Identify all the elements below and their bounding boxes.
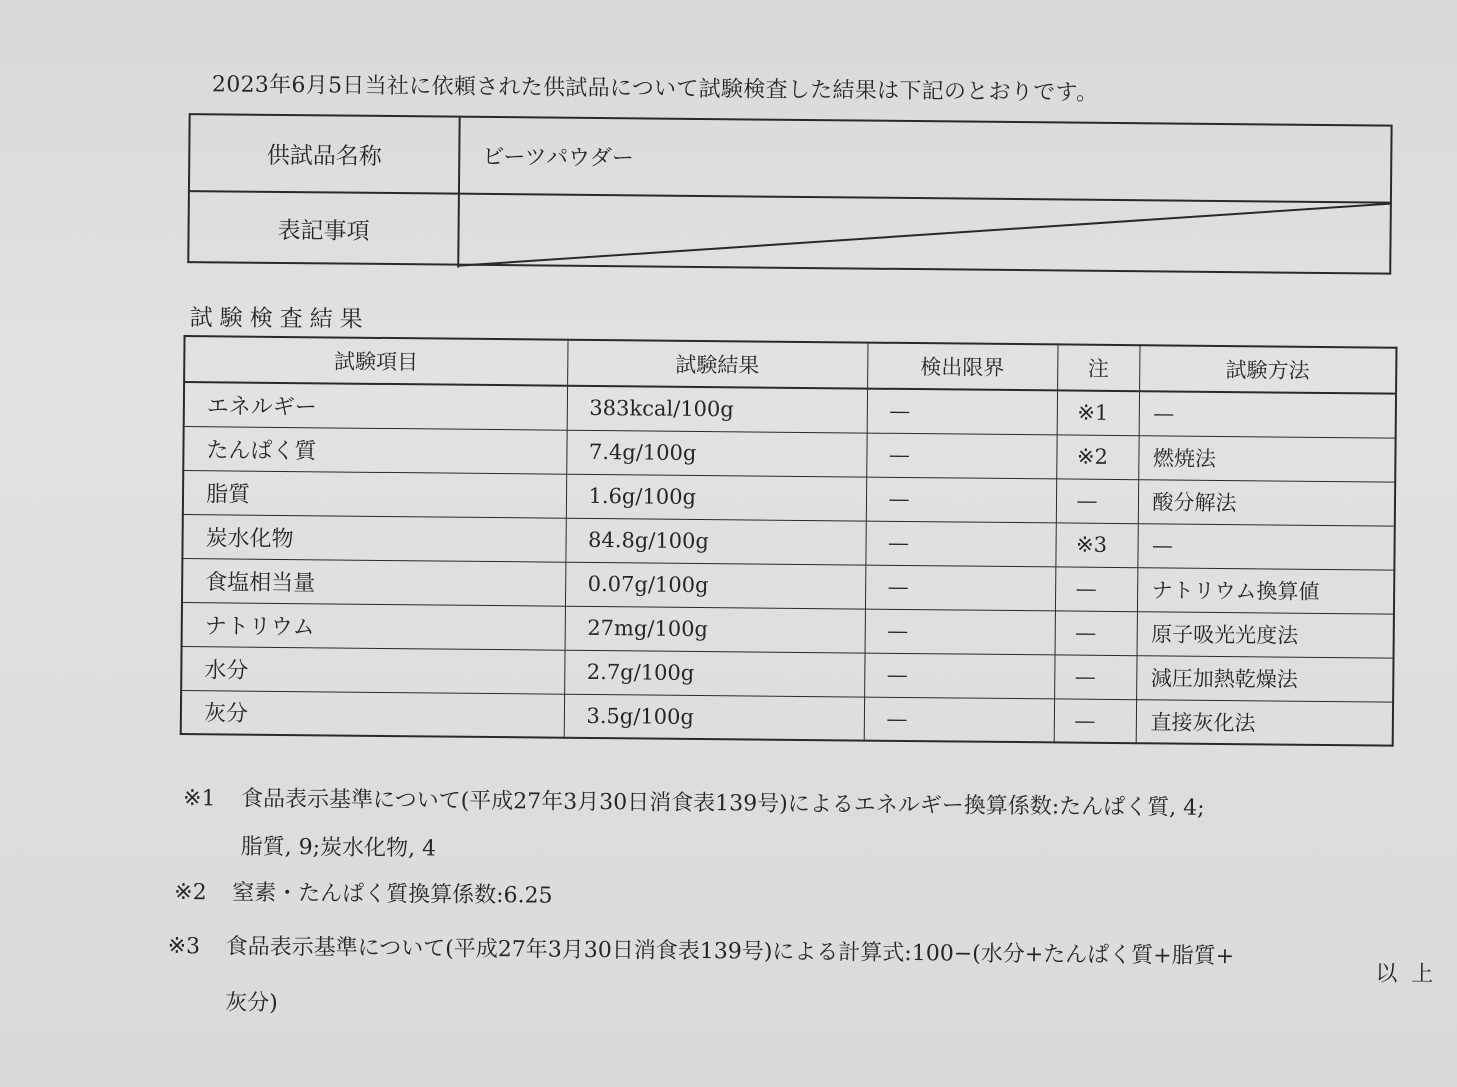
method-cell: ナトリウム換算値 [1137, 567, 1394, 613]
item-cell: たんぱく質 [183, 426, 566, 474]
item-cell: 食塩相当量 [182, 558, 565, 606]
results-table [180, 335, 1398, 747]
note-cell: — [1054, 654, 1136, 699]
result-cell: 1.6g/100g [566, 474, 866, 521]
item-cell: 炭水化物 [182, 514, 565, 562]
limit-cell: — [866, 477, 1056, 523]
method-cell: 減圧加熱乾燥法 [1136, 655, 1393, 701]
item-cell: エネルギー [184, 382, 567, 430]
closing-text: 以上 [1375, 961, 1448, 988]
blank-strike-line [459, 193, 1391, 277]
limit-cell: — [865, 565, 1055, 611]
limit-cell: — [864, 653, 1054, 699]
intro-text: 2023年6月5日当社に依頼された供試品について試験検査した結果は下記のとおりです。 [211, 72, 1099, 106]
footnote-text: 食品表示基準について(平成27年3月30日消食表139号)による計算式:100−(水分+たんぱく質+脂質+ [225, 934, 1235, 970]
limit-cell: — [864, 697, 1054, 743]
sample-name-value: ビーツパウダー [482, 144, 634, 172]
footnote-3-continuation: 灰分) [225, 990, 278, 1016]
item-cell: ナトリウム [182, 602, 565, 650]
header-item: 試験項目 [184, 336, 567, 386]
sample-name-row [190, 115, 1391, 204]
note-cell: — [1055, 566, 1137, 611]
header-result: 試験結果 [567, 340, 867, 389]
footnote-mark: ※2 [174, 879, 207, 906]
method-cell: 燃焼法 [1138, 435, 1395, 481]
note-cell: — [1055, 610, 1137, 655]
header-method: 試験方法 [1139, 345, 1396, 393]
method-cell: — [1137, 523, 1394, 569]
section-title: 試験検査結果 [189, 305, 370, 333]
footnote-text: 食品表示基準について(平成27年3月30日消食表139号)によるエネルギー換算係数:たんぱく質, 4; [240, 786, 1205, 821]
limit-cell: — [865, 521, 1055, 567]
footnote-3 [168, 929, 1235, 970]
method-cell: — [1139, 391, 1396, 437]
note-cell: — [1054, 698, 1136, 743]
result-cell: 7.4g/100g [566, 430, 866, 477]
notation-label: 表記事項 [189, 190, 460, 268]
method-cell: 酸分解法 [1138, 479, 1395, 525]
limit-cell: — [865, 609, 1055, 655]
item-cell: 灰分 [181, 690, 564, 738]
footnote-mark: ※3 [167, 933, 201, 960]
result-cell: 27mg/100g [565, 606, 865, 653]
item-cell: 脂質 [183, 470, 566, 518]
sample-info-table [187, 113, 1392, 275]
footnote-text: 窒素・たんぱく質換算係数:6.25 [232, 880, 553, 909]
result-cell: 0.07g/100g [565, 562, 865, 609]
note-cell: ※2 [1056, 434, 1138, 479]
result-cell: 2.7g/100g [564, 650, 864, 697]
header-limit: 検出限界 [867, 343, 1057, 391]
result-cell: 84.8g/100g [565, 518, 865, 565]
method-cell: 原子吸光光度法 [1137, 611, 1394, 657]
footnote-1 [183, 781, 1205, 822]
footnote-mark: ※1 [182, 786, 216, 812]
limit-cell: — [866, 433, 1056, 479]
note-cell: — [1056, 478, 1138, 523]
limit-cell: — [867, 389, 1057, 435]
note-cell: ※3 [1055, 522, 1137, 567]
method-cell: 直接灰化法 [1136, 699, 1393, 745]
item-cell: 水分 [181, 646, 564, 694]
result-cell: 383kcal/100g [567, 386, 867, 433]
footnote-1-continuation: 脂質, 9;炭水化物, 4 [240, 834, 437, 862]
note-cell: ※1 [1057, 390, 1139, 435]
header-note: 注 [1057, 344, 1139, 391]
footnote-2 [174, 875, 553, 910]
result-cell: 3.5g/100g [564, 694, 864, 741]
sample-name-label: 供試品名称 [190, 115, 461, 193]
